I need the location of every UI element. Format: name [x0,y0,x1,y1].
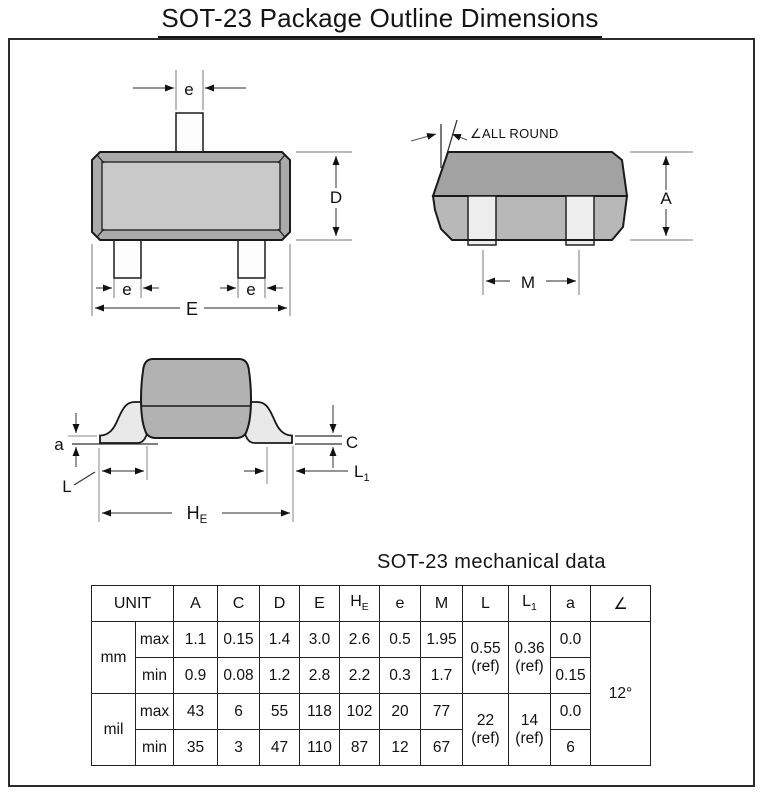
dim-label-e-bottom-right: e [246,280,256,299]
dim-e-top [133,70,246,110]
col-header-HE-sub: E [361,601,369,614]
dim-A [630,152,693,240]
dim-label-L1-main: L [354,462,364,481]
cell-mil-L1-ref: (ref) [515,729,544,747]
cell-mil-L1 [509,694,551,766]
front-view-top-pin [176,113,203,152]
dim-label-A: A [660,189,672,208]
cell-mm-min-C: 0.08 [218,658,260,694]
cell-mm-max-E: 3.0 [300,622,340,658]
cell-mil-max-C: 6 [218,694,260,730]
dim-E [95,299,287,319]
cell-mil-max-M: 77 [421,694,463,730]
col-header-L1-sub: 1 [531,601,537,614]
col-header-D: D [260,586,300,622]
cell-mm-L1 [509,622,551,694]
front-view-left-pin [114,240,141,278]
cell-mil-max-E: 118 [300,694,340,730]
dim-label-e-bottom-left: e [122,280,132,299]
cell-mm-min-D: 1.2 [260,658,300,694]
front-view-body [102,162,280,230]
mechanical-data-table [91,585,651,766]
limit-cell: min [136,658,174,694]
page-title-text: SOT-23 Package Outline Dimensions [158,3,601,38]
cell-mil-min-M: 67 [421,730,463,766]
cell-mm-max-A: 1.1 [174,622,218,658]
row-mil-max [92,694,651,730]
dim-label-HE-sub: E [199,514,208,526]
row-mm-min [92,658,651,694]
dim-HE [102,503,290,526]
cell-mm-max-M: 1.95 [421,622,463,658]
cell-mm-max-a: 0.0 [551,622,591,658]
cell-mm-max-C: 0.15 [218,622,260,658]
unit-cell-mm: mm [92,622,136,694]
dim-label-L1 [354,462,370,484]
dim-a [54,413,76,467]
col-header-E: E [300,586,340,622]
row-mil-min [92,730,651,766]
cell-mil-L [463,694,509,766]
col-header-C: C [218,586,260,622]
cell-mil-min-A: 35 [174,730,218,766]
col-header-L1 [509,586,551,622]
cell-mil-max-D: 55 [260,694,300,730]
dim-label-L: L [62,477,72,496]
col-header-e: e [380,586,421,622]
dim-label-D: D [329,188,343,207]
cell-mm-max-D: 1.4 [260,622,300,658]
elevation-left-pin [468,196,496,245]
cell-mm-min-a: 0.15 [551,658,591,694]
col-header-HE-main: H [350,593,362,611]
cell-mm-max-HE: 2.6 [340,622,380,658]
cell-mm-L-value: 0.55 [470,640,501,658]
all-round-label: ∠ALL ROUND [470,126,559,141]
cell-mm-L-ref: (ref) [471,657,500,675]
limit-cell: max [136,694,174,730]
dim-label-a: a [54,435,64,454]
cell-mil-min-HE: 87 [340,730,380,766]
cell-mil-L-ref: (ref) [471,729,500,747]
draft-slant-line [447,120,457,154]
unit-cell-mil: mil [92,694,136,766]
elevation-view [411,120,693,295]
col-header-A: A [174,586,218,622]
col-header-M: M [421,586,463,622]
cell-mm-min-M: 1.7 [421,658,463,694]
cell-mil-L-value: 22 [476,712,495,730]
dim-label-M: M [520,273,536,292]
dim-label-C: C [345,433,359,452]
cell-angle-value: 12° [591,622,651,766]
dim-label-e-top: e [184,80,194,99]
profile-body [141,359,251,438]
cell-mm-min-e: 0.3 [380,658,421,694]
cell-mil-max-HE: 102 [340,694,380,730]
front-view [92,70,352,319]
cell-mm-max-e: 0.5 [380,622,421,658]
dim-L [62,446,147,522]
cell-mil-L1-value: 14 [520,712,539,730]
col-header-a: a [551,586,591,622]
col-header-L1-main: L [522,593,532,611]
dim-L1 [244,446,370,522]
dim-M [483,250,579,295]
dim-label-HE [187,503,208,526]
dim-label-HE-main: H [186,503,200,523]
dim-label-E: E [185,299,199,319]
limit-cell: max [136,622,174,658]
cell-mil-min-a: 6 [551,730,591,766]
header-row [92,586,651,622]
col-header-angle: ∠ [591,586,651,622]
row-mm-max [92,622,651,658]
col-header-unit: UNIT [92,586,174,622]
profile-view [54,359,369,526]
elevation-body-front-face [433,196,627,240]
limit-cell: min [136,730,174,766]
cell-mm-min-E: 2.8 [300,658,340,694]
elevation-body-top-face [433,152,627,196]
cell-mm-L [463,622,509,694]
col-header-HE [340,586,380,622]
col-header-L: L [463,586,509,622]
dim-e-bottom-left [96,280,159,299]
cell-mil-max-e: 20 [380,694,421,730]
cell-mil-min-C: 3 [218,730,260,766]
cell-mil-min-e: 12 [380,730,421,766]
front-view-right-pin [238,240,265,278]
cell-mm-min-HE: 2.2 [340,658,380,694]
cell-mm-L1-value: 0.36 [514,640,545,658]
dim-D [296,152,352,240]
cell-mil-min-E: 110 [300,730,340,766]
table-title: SOT-23 mechanical data [377,551,606,573]
cell-mil-max-a: 0.0 [551,694,591,730]
cell-mil-max-A: 43 [174,694,218,730]
dim-e-bottom-right [220,280,283,299]
dim-label-L1-sub: 1 [363,472,370,484]
cell-mm-min-A: 0.9 [174,658,218,694]
cell-mm-L1-ref: (ref) [515,657,544,675]
elevation-right-pin [566,196,594,245]
cell-mil-min-D: 47 [260,730,300,766]
all-round-note [411,126,559,141]
